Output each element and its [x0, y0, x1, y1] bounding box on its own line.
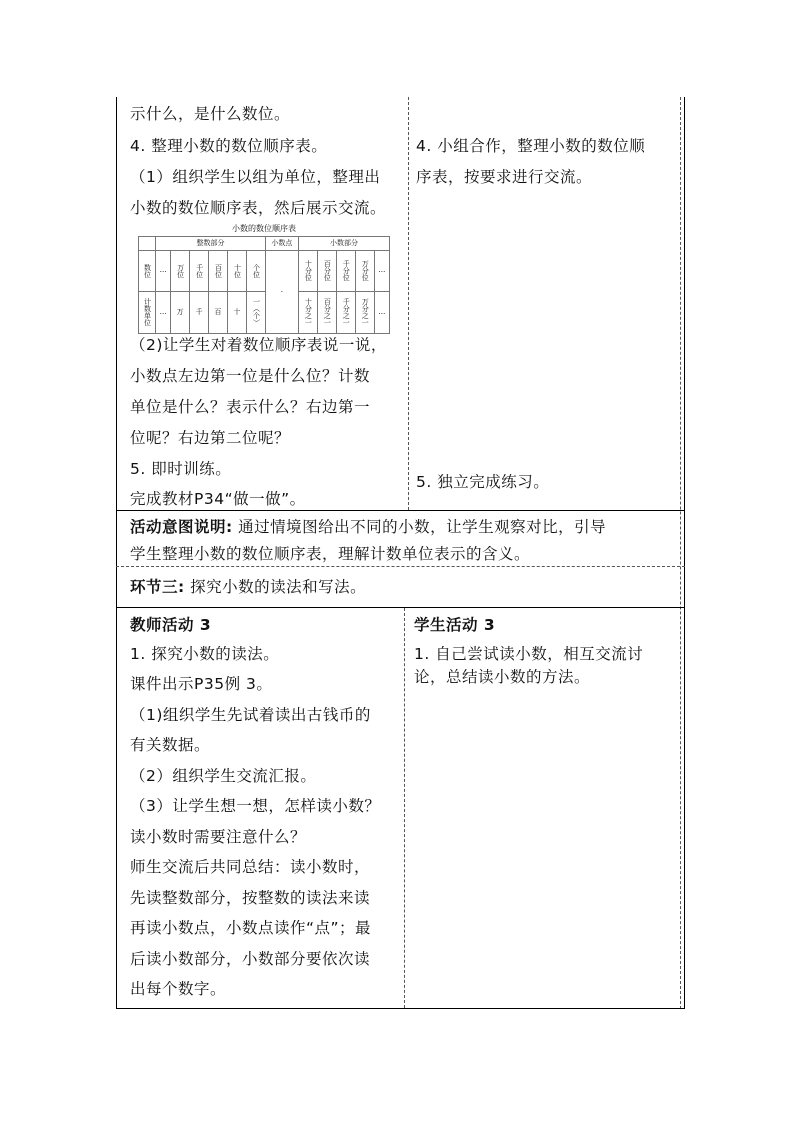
student-line: 序表，按要求进行交流。 [416, 168, 593, 186]
unit-cell: 十 [228, 291, 247, 333]
unit-cell: 一（个） [252, 298, 261, 327]
row-label: 计数单位 [143, 298, 152, 327]
digit-cell: 百位 [214, 263, 223, 278]
teacher-line: 1. 探究小数的读法。 [130, 645, 280, 663]
teacher-line: 单位是什么？表示什么？右边第一 [130, 398, 371, 416]
teacher-line: 读小数时需要注意什么？ [130, 828, 307, 846]
digit-cell: 万位 [176, 263, 185, 278]
row-divider-section3-bottom [116, 607, 685, 608]
student-line: 5. 独立完成练习。 [416, 473, 550, 491]
student-line: 1. 自己尝试读小数，相互交流讨 [414, 645, 644, 663]
intent-label: 活动意图说明: [130, 518, 233, 536]
dec-unit-cell: 万分之一 [361, 298, 370, 327]
student-activity-header: 学生活动 3 [414, 616, 496, 634]
ellipsis-cell: … [156, 291, 171, 333]
dec-unit-cell: 千分之一 [342, 298, 351, 327]
teacher-activity-header: 教师活动 3 [130, 616, 212, 634]
dec-digit-cell: 十分位 [304, 260, 313, 282]
ellipsis-cell: … [374, 291, 389, 333]
table-outer-dash [680, 97, 681, 1009]
decimal-point-header: 小数点 [265, 237, 298, 251]
dec-digit-cell: 千分位 [342, 260, 351, 282]
teacher-line: 4. 整理小数的数位顺序表。 [130, 137, 328, 155]
column-divider-top [408, 97, 409, 510]
teacher-line: 5. 即时训练。 [130, 460, 232, 478]
ellipsis-cell: … [374, 251, 389, 291]
decimal-point-mark: · [265, 251, 298, 334]
intent-text: 通过情境图给出不同的小数，让学生观察对比，引导 [232, 518, 607, 536]
unit-cell: 千 [190, 291, 209, 333]
digit-cell: 个位 [252, 263, 261, 278]
dec-unit-cell: 十分之一 [304, 298, 313, 327]
teacher-line: 示什么，是什么数位。 [130, 105, 291, 123]
ellipsis-cell: … [156, 251, 171, 291]
teacher-line: （1）组织学生以组为单位，整理出 [130, 168, 381, 186]
integer-part-header: 整数部分 [156, 237, 266, 251]
teacher-line: 再读小数点，小数点读作“点”；最 [130, 919, 372, 937]
digit-cell: 十位 [233, 263, 242, 278]
student-line: 4. 小组合作，整理小数的数位顺 [416, 137, 646, 155]
unit-cell: 万 [171, 291, 190, 333]
column-divider-bottom [404, 608, 405, 1008]
dec-unit-cell: 百分之一 [323, 298, 332, 327]
digit-cell: 千位 [195, 263, 204, 278]
dec-digit-cell: 百分位 [323, 260, 332, 282]
intent-line-1 [130, 512, 606, 542]
teacher-line: 师生交流后共同总结：读小数时， [130, 858, 371, 876]
teacher-line: 出每个数字。 [130, 980, 227, 998]
section3-label: 环节三: [130, 578, 185, 596]
teacher-line: 先读整数部分，按整数的读法来读 [130, 889, 371, 907]
section3-text: 探究小数的读法和写法。 [184, 578, 367, 596]
teacher-line: 有关数据。 [130, 736, 211, 754]
teacher-line: 课件出示P35例 3。 [130, 675, 273, 693]
table-right-border [684, 97, 685, 1009]
student-line: 论，总结读小数的方法。 [414, 668, 591, 686]
teacher-line: 后读小数部分，小数部分要依次读 [130, 950, 371, 968]
teacher-line: 完成教材P34“做一做”。 [130, 490, 306, 508]
place-value-table-caption: 小数的数位顺序表 [232, 224, 296, 233]
place-value-table-image [138, 224, 390, 336]
teacher-line: （2）组织学生交流汇报。 [130, 767, 317, 785]
table-bottom-border [116, 1008, 685, 1009]
teacher-line: 小数点左边第一位是什么位？计数 [130, 367, 371, 385]
decimal-part-header: 小数部分 [298, 237, 389, 251]
row-label: 数位 [143, 263, 152, 278]
table-left-border [116, 97, 117, 1009]
teacher-line: （2)让学生对着数位顺序表说一说， [130, 336, 387, 354]
section3-heading [130, 572, 366, 602]
place-value-table [138, 236, 390, 334]
teacher-line: （3）让学生想一想，怎样读小数？ [130, 797, 381, 815]
teacher-line: 位呢？右边第二位呢？ [130, 429, 291, 447]
dec-digit-cell: 万分位 [361, 260, 370, 282]
teacher-line: （1)组织学生先试着读出古钱币的 [130, 706, 371, 724]
teacher-line: 小数的数位顺序表，然后展示交流。 [130, 199, 387, 217]
intent-line-2: 学生整理小数的数位顺序表，理解计数单位表示的含义。 [130, 545, 531, 563]
unit-cell: 百 [209, 291, 228, 333]
